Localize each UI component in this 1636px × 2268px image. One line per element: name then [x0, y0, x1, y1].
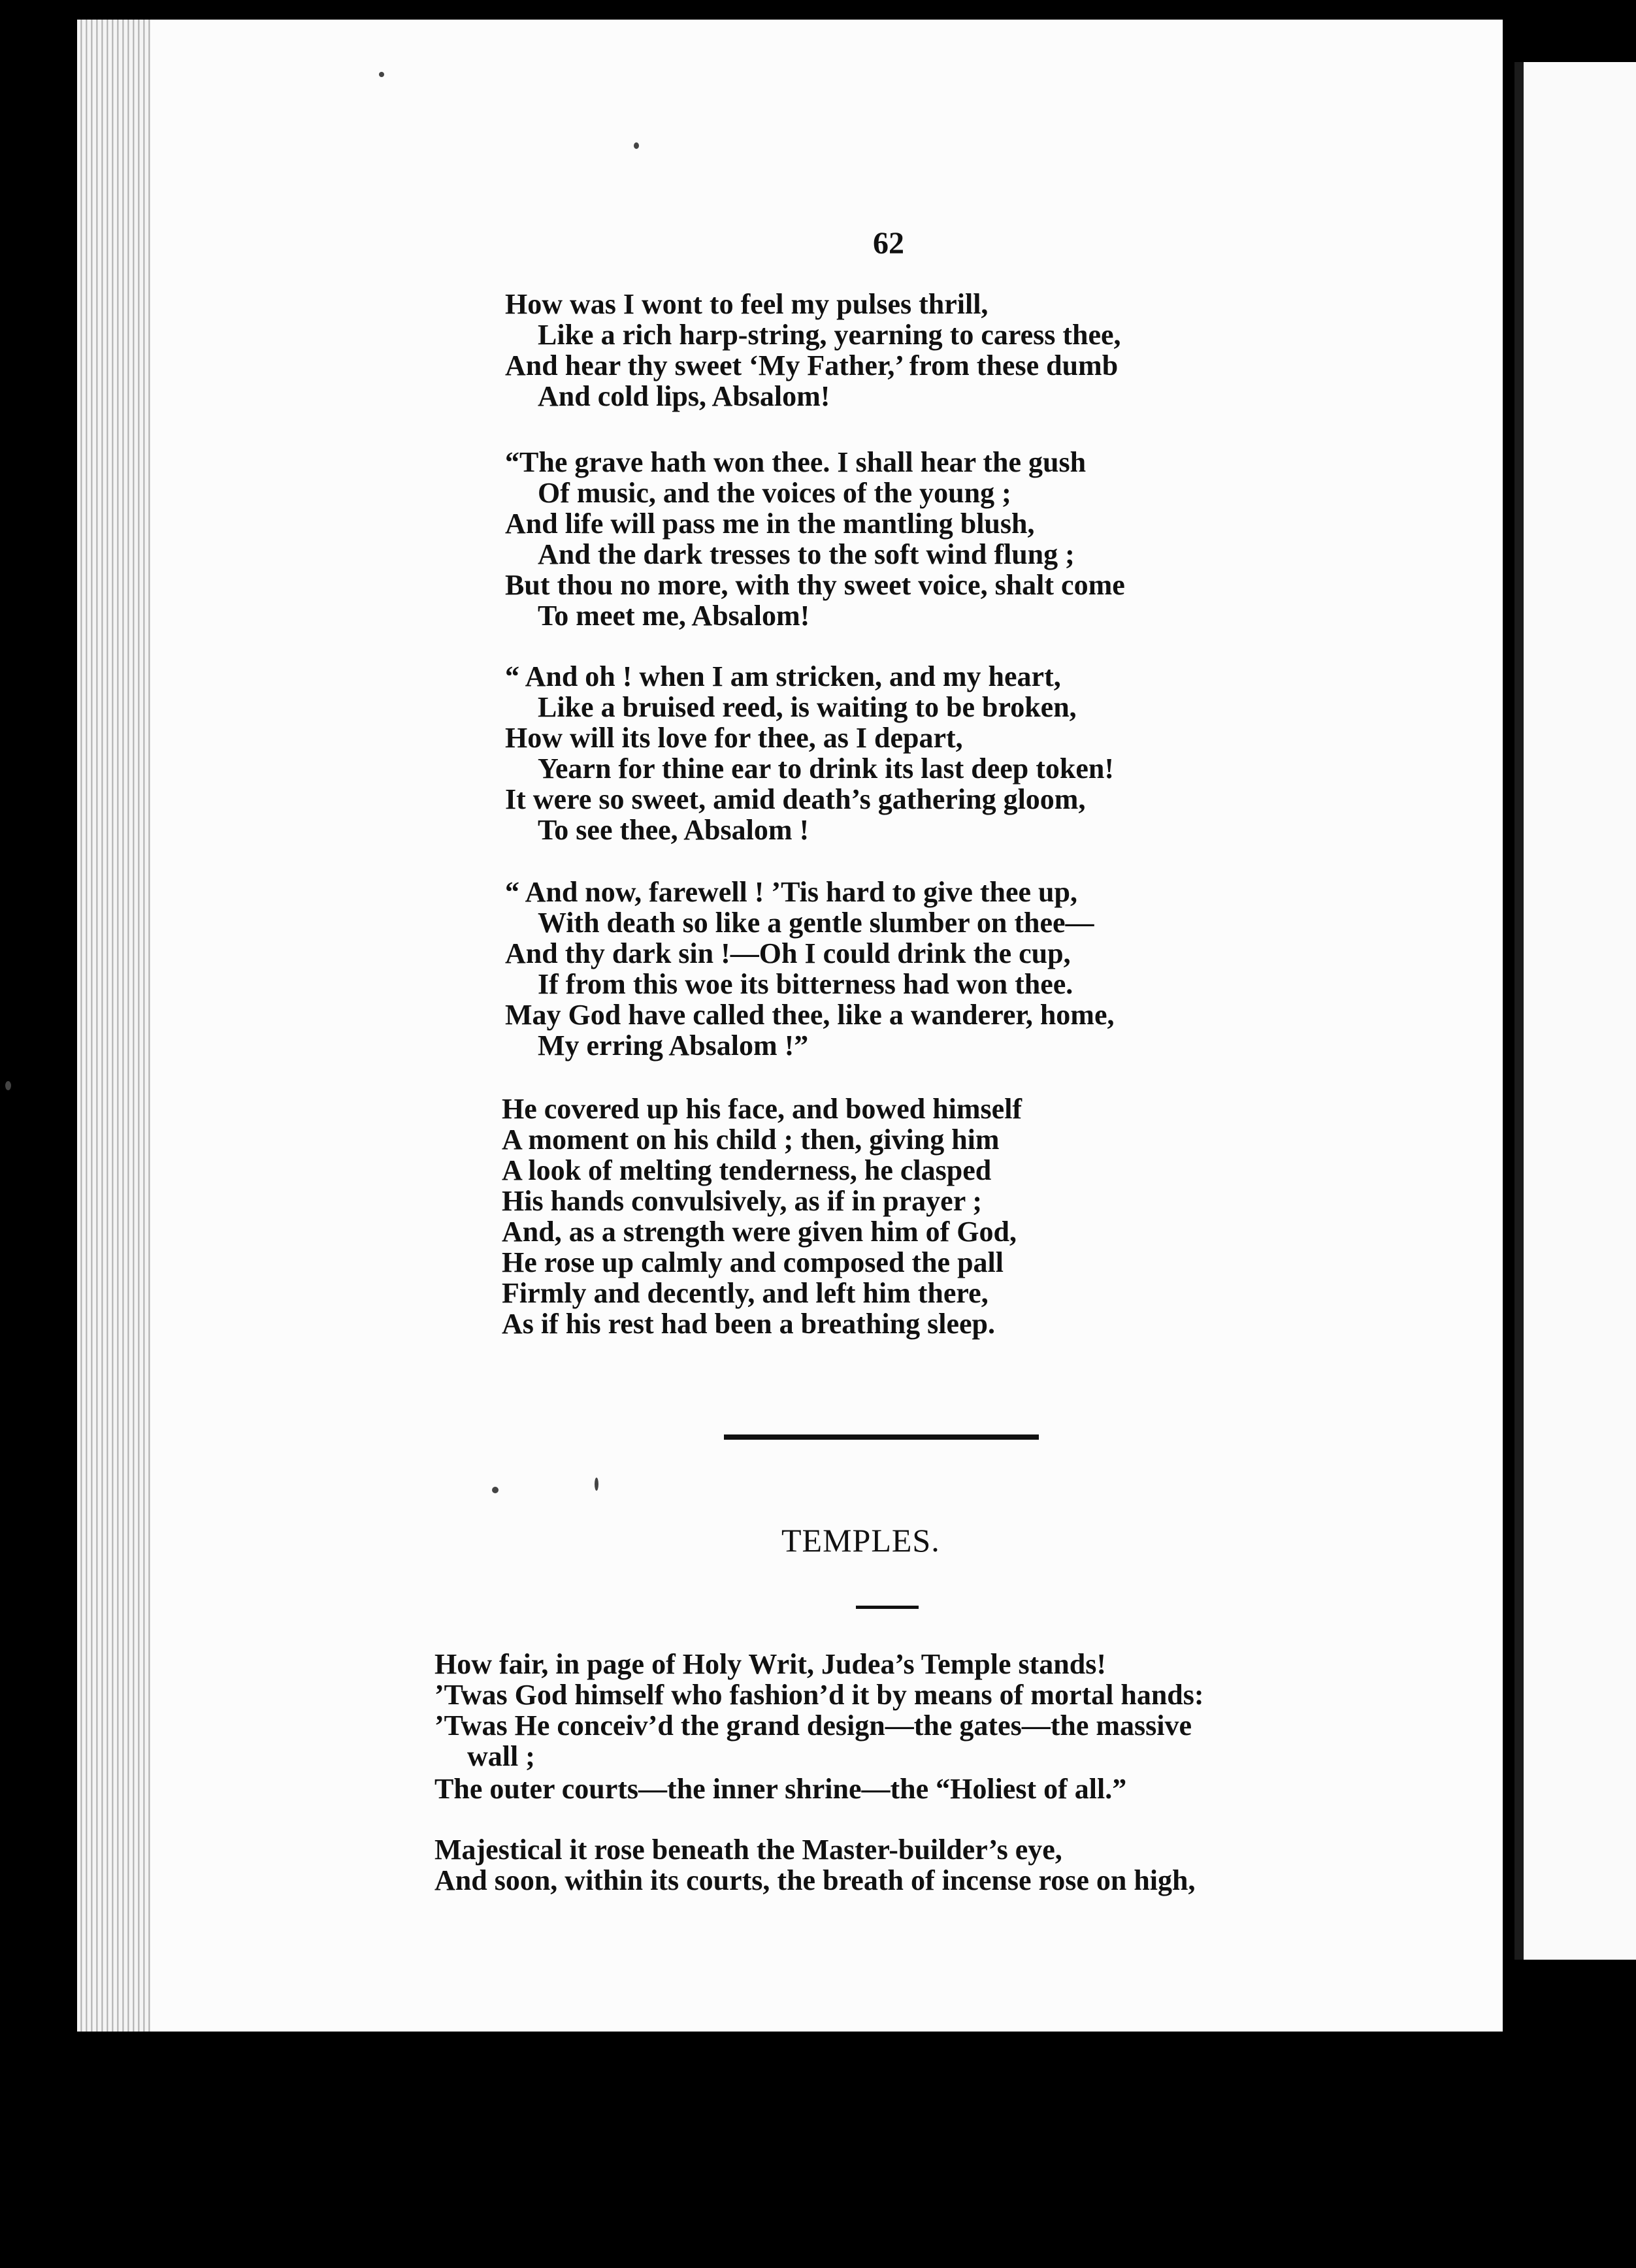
poem-line: ’Twas God himself who fashion’d it by means of mortal hands: [434, 1679, 1204, 1711]
poem-line: And life will pass me in the mantling blush, [505, 508, 1035, 540]
poem-line: He rose up calmly and composed the pall [502, 1246, 1004, 1278]
poem-line: A moment on his child ; then, giving him [502, 1124, 1000, 1156]
poem-line: The outer courts—the inner shrine—the “Holiest of all.” [434, 1773, 1127, 1805]
poem-line: Of music, and the voices of the young ; [538, 477, 1011, 509]
poem-line: As if his rest had been a breathing sleep. [502, 1308, 996, 1340]
poem-line: With death so like a gentle slumber on thee— [538, 907, 1094, 939]
poem-line: “The grave hath won thee. I shall hear the gush [505, 446, 1087, 478]
title-underline-rule [856, 1606, 919, 1609]
poem-line: And soon, within its courts, the breath of incense rose on high, [434, 1864, 1196, 1896]
poem-line: “ And oh ! when I am stricken, and my heart, [505, 660, 1061, 692]
poem-line: But thou no more, with thy sweet voice, shalt come [505, 569, 1125, 601]
poem-line: It were so sweet, amid death’s gathering gloom, [505, 783, 1086, 815]
poem-line: Like a bruised reed, is waiting to be broken, [538, 691, 1077, 723]
poem-line: And cold lips, Absalom! [538, 380, 830, 412]
poem-line: Like a rich harp-string, yearning to caress thee, [538, 319, 1121, 351]
poem-line: And, as a strength were given him of God, [502, 1216, 1017, 1248]
poem-line: He covered up his face, and bowed himself [502, 1093, 1022, 1125]
poem-line: And thy dark sin !—Oh I could drink the cup, [505, 937, 1071, 969]
poem-line: To meet me, Absalom! [538, 600, 810, 632]
poem-line: ’Twas He conceiv’d the grand design—the gates—the massive [434, 1709, 1192, 1742]
poem-line: My erring Absalom !” [538, 1029, 809, 1061]
ink-speck [492, 1487, 499, 1493]
poem-line: How was I wont to feel my pulses thrill, [505, 288, 989, 320]
ink-speck [5, 1081, 11, 1090]
poem-line: A look of melting tenderness, he clasped [502, 1154, 992, 1186]
poem-title: TEMPLES. [781, 1522, 940, 1559]
poem-line: How will its love for thee, as I depart, [505, 722, 963, 754]
facing-page [1524, 62, 1636, 1960]
poem-line: Majestical it rose beneath the Master-builder’s eye, [434, 1834, 1062, 1866]
poem-line: If from this woe its bitterness had won thee. [538, 968, 1073, 1000]
poem-line: Yearn for thine ear to drink its last deep token! [538, 753, 1115, 785]
poem-line: To see thee, Absalom ! [538, 814, 810, 846]
poem-line: And hear thy sweet ‘My Father,’ from these dumb [505, 349, 1119, 381]
section-divider-rule [724, 1434, 1039, 1440]
ink-speck [634, 142, 639, 149]
poem-line: His hands convulsively, as if in prayer ; [502, 1185, 983, 1217]
poem-line: “ And now, farewell ! ’Tis hard to give thee up, [505, 876, 1077, 908]
poem-line: May God have called thee, like a wanderer, home, [505, 999, 1115, 1031]
poem-line: How fair, in page of Holy Writ, Judea’s Temple stands! [434, 1648, 1107, 1680]
ink-speck [379, 72, 384, 77]
page-number: 62 [873, 226, 904, 261]
ink-speck [595, 1478, 598, 1491]
poem-line: wall ; [467, 1740, 535, 1772]
poem-line: And the dark tresses to the soft wind flung ; [538, 538, 1075, 570]
poem-line: Firmly and decently, and left him there, [502, 1277, 989, 1309]
book-page-edges [77, 20, 155, 2032]
